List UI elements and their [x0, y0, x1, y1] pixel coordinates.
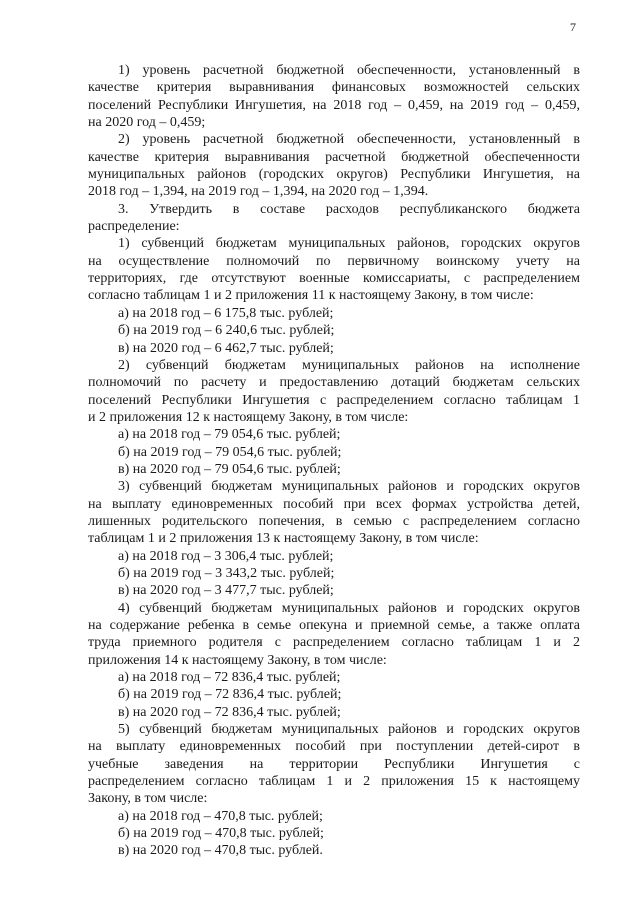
- paragraph: [88, 461, 580, 478]
- paragraph: [88, 62, 580, 131]
- text-line: в) на 2020 год – 470,8 тыс. рублей.: [118, 843, 323, 859]
- paragraph: [88, 600, 580, 669]
- paragraph: [88, 721, 580, 808]
- text-line: на 2020 год – 0,459;: [88, 115, 206, 131]
- text-line: 5) субвенций бюджетам муниципальных районов и городских округов: [118, 722, 580, 738]
- text-line: распределением согласно таблицам 1 и 2 приложения 15 к настоящему: [88, 774, 580, 790]
- text-line: 2018 год – 1,394, на 2019 год – 1,394, на 2020 год – 1,394.: [88, 184, 429, 200]
- paragraph: [88, 808, 580, 825]
- text-line: 4) субвенций бюджетам муниципальных районов и городских округов: [118, 600, 580, 616]
- text-line: полномочий по расчету и предоставлению дотаций бюджетам сельских: [88, 375, 580, 391]
- text-line: а) на 2018 год – 6 175,8 тыс. рублей;: [118, 305, 334, 321]
- text-line: поселений Республики Ингушетия с распределением согласно таблицам 1: [88, 392, 580, 408]
- text-line: в) на 2020 год – 6 462,7 тыс. рублей;: [118, 340, 334, 356]
- text-line: согласно таблицам 1 и 2 приложения 11 к настоящему Закону, в том числе:: [88, 288, 534, 304]
- text-line: а) на 2018 год – 470,8 тыс. рублей;: [118, 808, 323, 824]
- paragraph: [88, 426, 580, 443]
- paragraph: [88, 305, 580, 322]
- paragraph: [88, 582, 580, 599]
- text-line: 2) субвенций бюджетам муниципальных районов на исполнение: [118, 357, 580, 373]
- text-line: б) на 2019 год – 470,8 тыс. рублей;: [118, 826, 324, 842]
- text-line: 1) уровень расчетной бюджетной обеспеченности, установленный в: [118, 63, 580, 78]
- text-line: б) на 2019 год – 6 240,6 тыс. рублей;: [118, 323, 335, 339]
- paragraph: [88, 704, 580, 721]
- text-line: на выплату единовременных пособий при всех формах устройства детей,: [88, 496, 580, 512]
- text-line: на содержание ребенка в семье опекуна и приемной семье, а также оплата: [88, 618, 580, 633]
- text-line: учебные заведения на территории Республики Ингушетия с: [88, 756, 580, 772]
- text-line: муниципальных районов (городских округов) Республики Ингушетия, на: [88, 167, 580, 183]
- paragraph: [88, 548, 580, 565]
- text-line: на осуществление полномочий по первичному воинскому учету на: [88, 253, 580, 269]
- paragraph: [88, 131, 580, 200]
- text-line: территориях, где отсутствуют военные комиссариаты, с распределением: [88, 271, 580, 287]
- text-line: 2) уровень расчетной бюджетной обеспеченности, установленный в: [118, 132, 580, 148]
- document-body: [88, 62, 580, 860]
- paragraph: [88, 669, 580, 686]
- text-line: в) на 2020 год – 3 477,7 тыс. рублей;: [118, 583, 334, 599]
- paragraph: [88, 235, 580, 304]
- text-line: в) на 2020 год – 72 836,4 тыс. рублей;: [118, 704, 341, 720]
- text-line: таблицам 1 и 2 приложения 13 к настоящему Закону, в том числе:: [88, 531, 479, 547]
- text-line: лишенных родительского попечения, в семью с распределением согласно: [88, 513, 580, 529]
- text-line: качестве критерия выравнивания расчетной бюджетной обеспеченности: [88, 149, 580, 165]
- text-line: а) на 2018 год – 72 836,4 тыс. рублей;: [118, 670, 341, 686]
- paragraph: [88, 565, 580, 582]
- paragraph: [88, 842, 580, 859]
- text-line: труда приемного родителя с распределением согласно таблицам 1 и 2: [88, 635, 580, 651]
- text-line: 3) субвенций бюджетам муниципальных районов и городских округов: [118, 479, 580, 495]
- text-line: 1) субвенций бюджетам муниципальных районов, городских округов: [118, 236, 580, 252]
- text-line: качестве критерия выравнивания финансовых возможностей сельских: [88, 80, 580, 96]
- page-number: 7: [570, 20, 576, 34]
- text-line: поселений Республики Ингушетия, на 2018 год – 0,459, на 2019 год – 0,459,: [88, 97, 580, 113]
- text-line: б) на 2019 год – 79 054,6 тыс. рублей;: [118, 444, 342, 460]
- text-line: б) на 2019 год – 72 836,4 тыс. рублей;: [118, 687, 342, 703]
- paragraph: [88, 322, 580, 339]
- text-line: в) на 2020 год – 79 054,6 тыс. рублей;: [118, 461, 341, 477]
- paragraph: [88, 340, 580, 357]
- text-line: а) на 2018 год – 79 054,6 тыс. рублей;: [118, 427, 341, 443]
- text-line: б) на 2019 год – 3 343,2 тыс. рублей;: [118, 565, 335, 581]
- text-line: 3. Утвердить в составе расходов республиканского бюджета: [118, 201, 580, 217]
- text-line: Закону, в том числе:: [88, 791, 208, 807]
- paragraph: [88, 201, 580, 236]
- paragraph: [88, 686, 580, 703]
- text-line: и 2 приложения 12 к настоящему Закону, в том числе:: [88, 409, 409, 425]
- text-line: а) на 2018 год – 3 306,4 тыс. рублей;: [118, 548, 334, 564]
- paragraph: [88, 357, 580, 426]
- text-line: распределение:: [88, 219, 180, 235]
- paragraph: [88, 478, 580, 547]
- text-line: приложения 14 к настоящему Закону, в том числе:: [88, 652, 387, 668]
- paragraph: [88, 444, 580, 461]
- text-line: на выплату единовременных пособий при поступлении детей-сирот в: [88, 739, 580, 755]
- paragraph: [88, 825, 580, 842]
